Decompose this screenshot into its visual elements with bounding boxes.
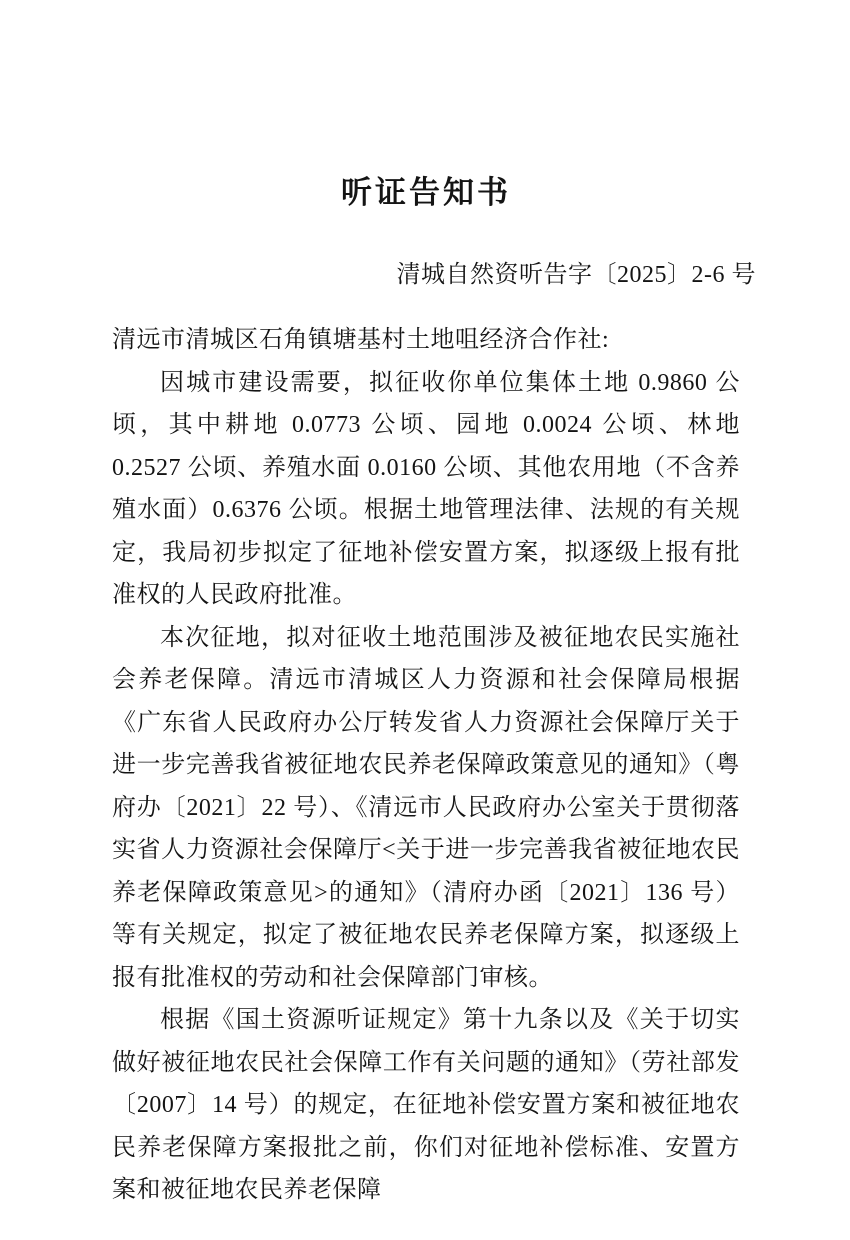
addressee-line: 清远市清城区石角镇塘基村土地咀经济合作社: <box>112 327 610 353</box>
paragraph-hearing-rights: 根据《国土资源听证规定》第十九条以及《关于切实做好被征地农民社会保障工作有关问题的通知》（劳社部发〔2007〕14 号）的规定，在征地补偿安置方案和被征地农民养老保障方案报批之前，你们对征地补偿标准、安置方案和被征地农民养老保障 <box>112 1007 740 1203</box>
paragraph-land-acquisition: 因城市建设需要，拟征收你单位集体土地 0.9860 公顷，其中耕地 0.0773 公顷、园地 0.0024 公顷、林地 0.2527 公顷、养殖水面 0.0160 公顷、其他农用地（不含养殖水面）0.6376 公顷。根据土地管理法律、法规的有关规定，我局初步拟定了征地补偿安置方案，拟逐级上报有批准权的人民政府批准。 <box>112 369 740 608</box>
document-body <box>112 319 740 1212</box>
paragraph-social-security-plan: 本次征地，拟对征收土地范围涉及被征地农民实施社会养老保障。清远市清城区人力资源和社会保障局根据《广东省人民政府办公厅转发省人力资源社会保障厅关于进一步完善我省被征地农民养老保障政策意见的通知》（粤府办〔2021〕22 号）、《清远市人民政府办公室关于贯彻落实省人力资源社会保障厅<关于进一步完善我省被征地农民养老保障政策意见>的通知》（清府办函〔2021〕136 号）等有关规定，拟定了被征地农民养老保障方案，拟逐级上报有批准权的劳动和社会保障部门审核。 <box>112 624 740 991</box>
document-reference-number: 清城自然资听告字〔2025〕2-6 号 <box>396 262 756 288</box>
document-title: 听证告知书 <box>341 175 511 210</box>
